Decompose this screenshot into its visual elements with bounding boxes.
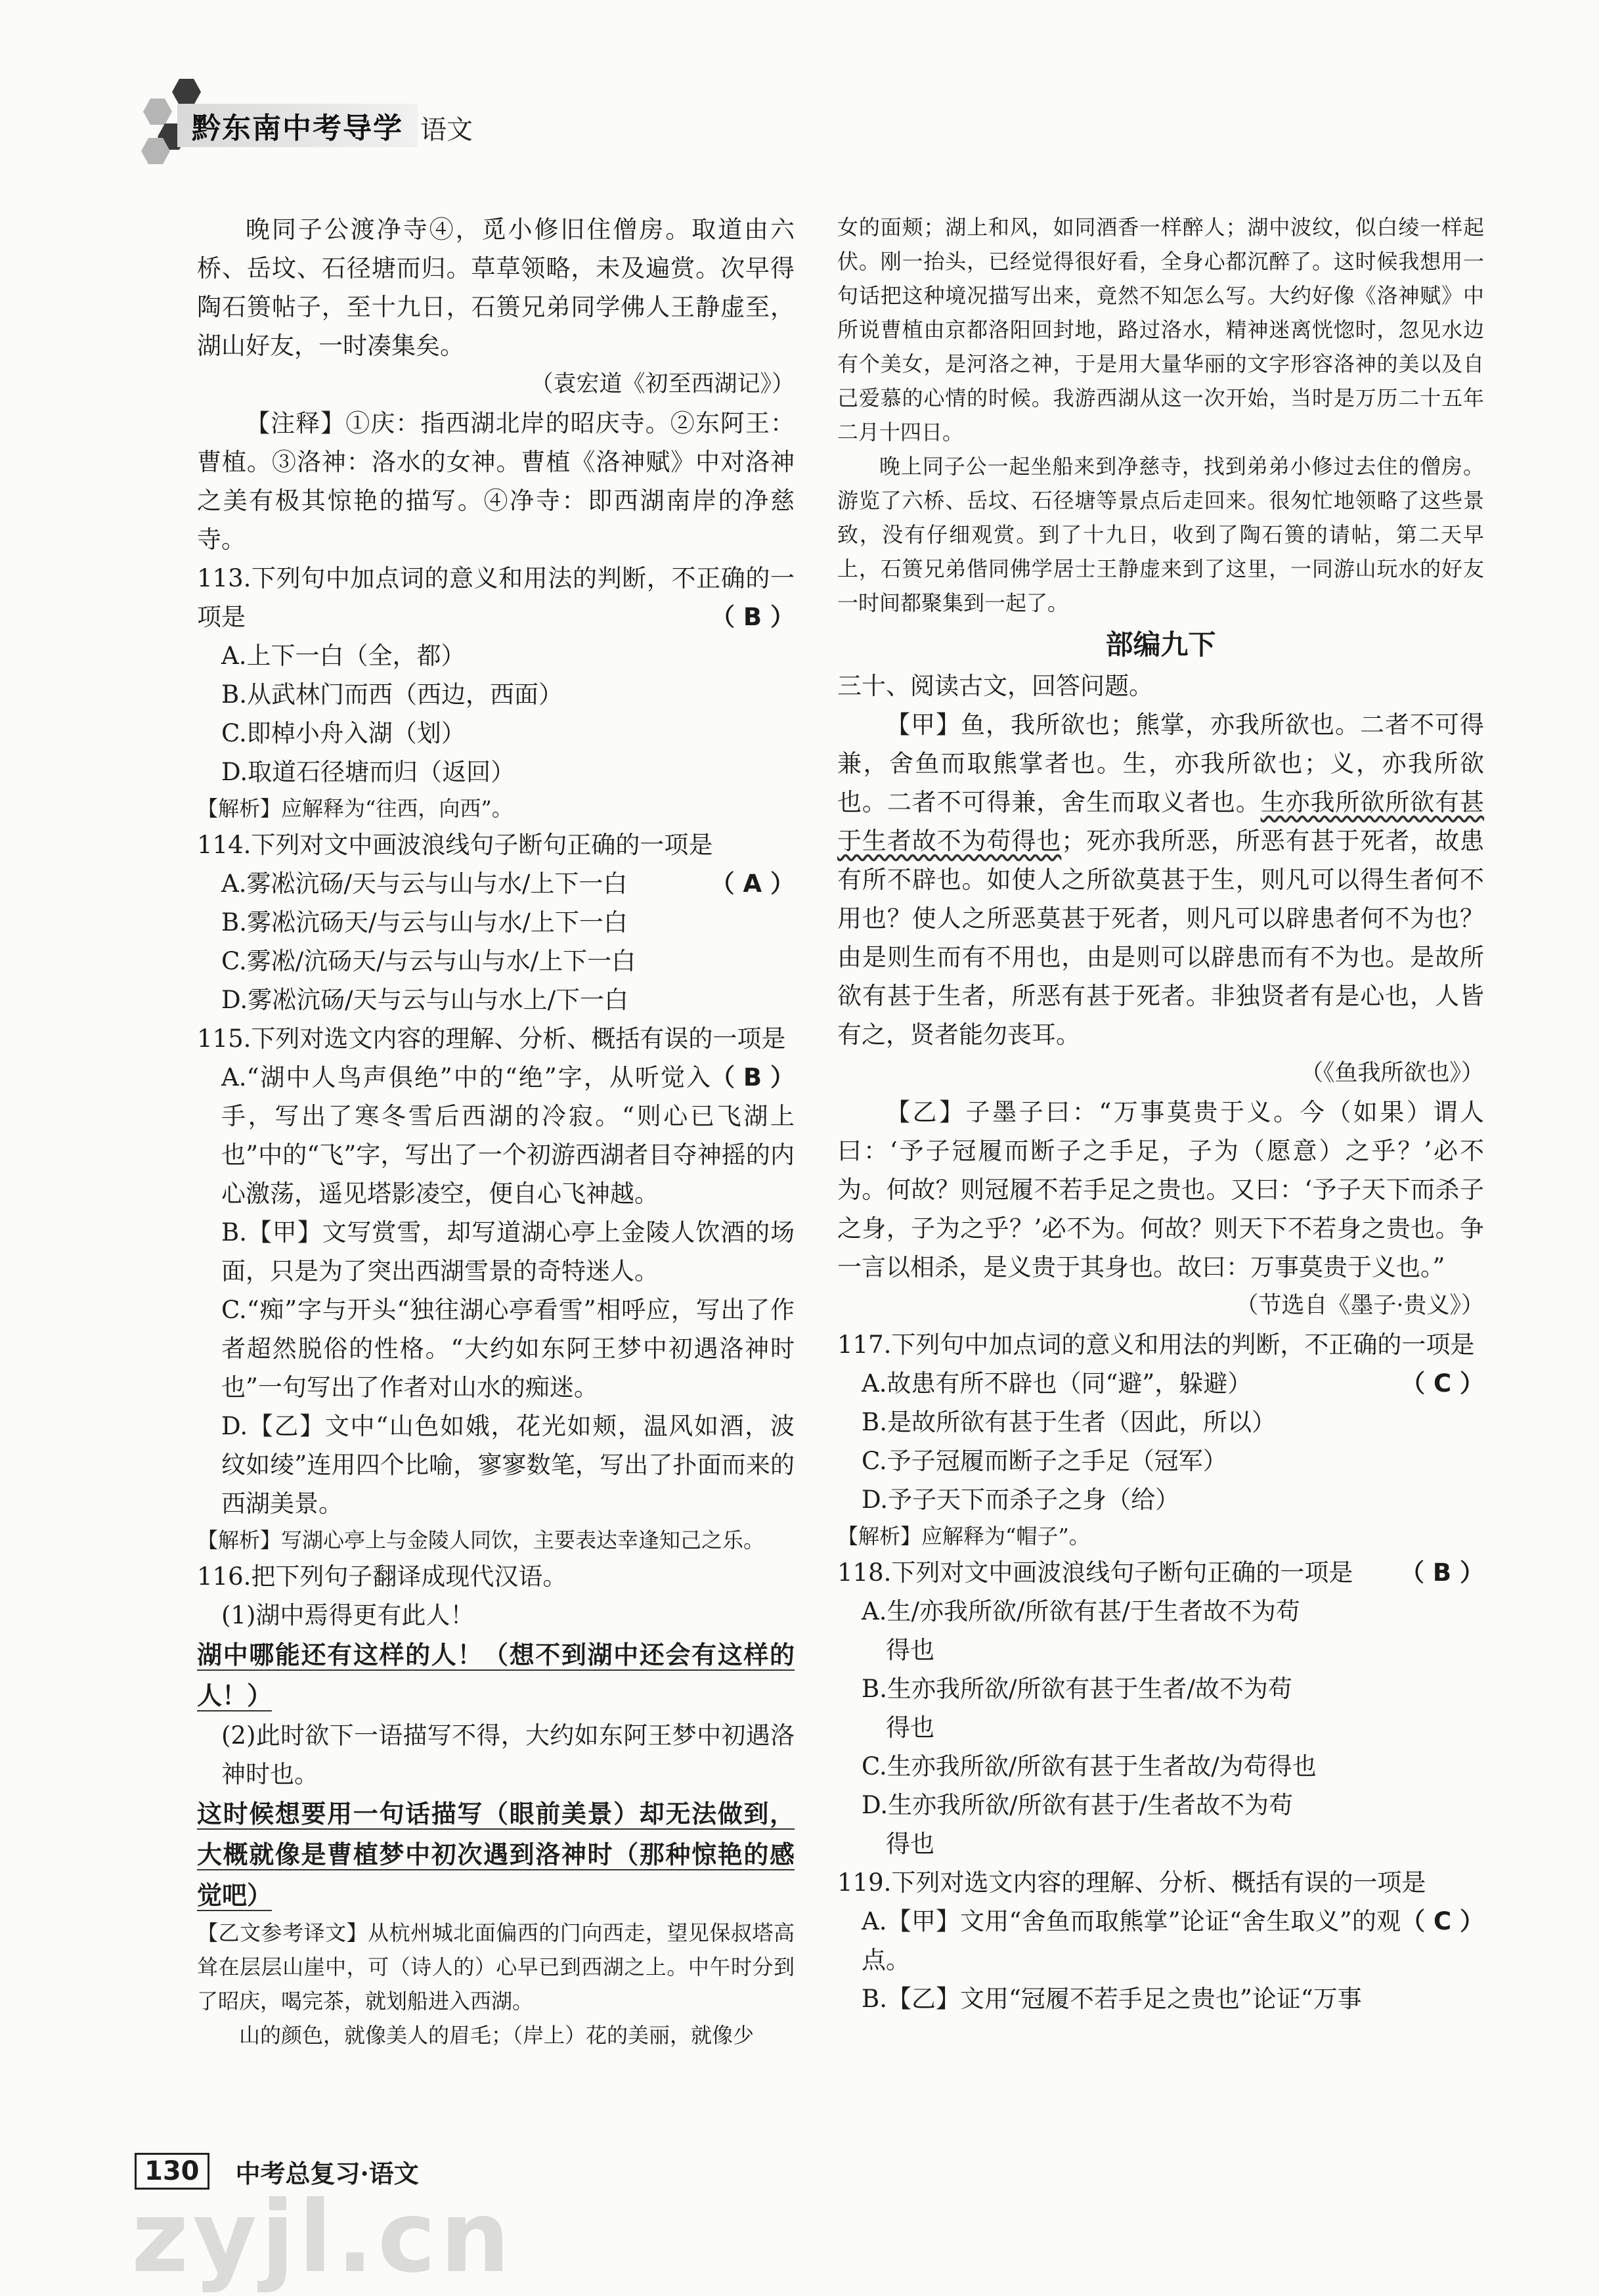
analysis-115: 【解析】写湖心亭上与金陵人同饮，主要表达幸逢知己之乐。	[197, 1528, 765, 1553]
option-cont: 得也	[886, 1713, 934, 1742]
option: A.故患有所不辟也（同“避”，躲避）	[862, 1369, 1252, 1398]
page-number: 130	[135, 2153, 209, 2190]
question-117: 117.下列句中加点词的意义和用法的判断，不正确的一项是 （ C ）	[837, 1325, 1484, 1364]
passage-source: （节选自《墨子·贵义》）	[1235, 1292, 1484, 1319]
option: C.雾凇/沆砀天/与云与山与水/上下一白	[221, 947, 636, 975]
reference-translation-cont: 晚上同子公一起坐船来到净慈寺，找到弟弟小修过去住的僧房。游览了六桥、岳坟、石径塘等景点后走回来。很匆忙地领略了这些景致，没有仔细观赏。到了十九日，收到了陶石篑的请帖，第二天早上，石篑兄弟偕同佛学居士王静虚来到了这里，一同游山玩水的好友一时间都聚集到一起了。	[837, 454, 1484, 615]
analysis-117: 【解析】应解释为“帽子”。	[837, 1524, 1090, 1549]
option: D.生亦我所欲/所欲有甚于/生者故不为苟	[862, 1791, 1294, 1819]
option: C.生亦我所欲/所欲有甚于生者故/为苟得也	[862, 1752, 1317, 1780]
option: A.“湖中人鸟声俱绝”中的“绝”字，从听觉入手，写出了寒冬雪后西湖的冷寂。“则心已飞湖上也”中的“飞”字，写出了一个初游西湖者目夺神摇的内心激荡，遥见塔影凌空，便自心飞神越。	[221, 1063, 795, 1208]
task-heading: 三十、阅读古文，回答问题。	[837, 672, 1153, 700]
option: B.【甲】文写赏雪，却写道湖心亭上金陵人饮酒的场面，只是为了突出西湖雪景的奇特迷人。	[221, 1218, 795, 1285]
answer-115: （ B ）	[711, 1063, 795, 1092]
option-cont: 得也	[886, 1830, 934, 1858]
option: B.雾凇沆砀天/与云与山与水/上下一白	[221, 908, 628, 937]
subject-label: 语文	[420, 115, 473, 145]
right-column	[837, 210, 1484, 2018]
option: D.雾凇沆砀/天与云与山与水上/下一白	[221, 986, 629, 1014]
question-115: 115.下列对选文内容的理解、分析、概括有误的一项是 （ B ）	[197, 1019, 795, 1058]
answer-114: （ A ）	[710, 870, 795, 898]
option-cont: 得也	[886, 1636, 934, 1664]
section-heading: 部编九下	[1105, 629, 1216, 661]
option: D.【乙】文中“山色如娥，花光如颊，温风如酒，波纹如绫”连用四个比喻，寥寥数笔，写出了扑面而来的西湖美景。	[221, 1412, 795, 1518]
header-brand-bar	[177, 104, 418, 147]
option: C.即棹小舟入湖（划）	[221, 719, 466, 747]
handwritten-answer-2: 这时候想要用一句话描写（眼前美景）却无法做到，大概就像是曹植梦中初次遇到洛神时（那种惊艳的感觉吧）	[197, 1799, 795, 1910]
header-hex-icon	[172, 79, 201, 105]
answer-119: （ C ）	[1401, 1907, 1484, 1935]
answer-118: （ B ）	[1400, 1558, 1484, 1587]
reference-translation: 【乙文参考译文】从杭州城北面偏西的门向西走，望见保叔塔高耸在层层山崖中，可（诗人的）心早已到西湖之上。中午时分到了昭庆，喝完茶，就划船进入西湖。	[197, 1920, 795, 2014]
option: A.生/亦我所欲/所欲有甚/于生者故不为苟	[862, 1597, 1300, 1625]
option: C.予子冠履而断子之手足（冠军）	[862, 1447, 1227, 1475]
option: B.生亦我所欲/所欲有甚于生者/故不为苟	[862, 1675, 1292, 1703]
sentence-2: (2)此时欲下一语描写不得，大约如东阿王梦中初遇洛神时也。	[221, 1721, 795, 1788]
series-title: 中考总复习·语文	[235, 2158, 419, 2188]
option: C.“痴”字与开头“独往湖心亭看雪”相呼应，写出了作者超然脱俗的性格。“大约如东阿王梦中初遇洛神时也”一句写出了作者对山水的痴迷。	[221, 1296, 795, 1402]
option: A.上下一白（全，都）	[221, 642, 466, 670]
sentence-1: (1)湖中焉得更有此人！	[221, 1601, 475, 1629]
question-114: 114.下列对文中画波浪线句子断句正确的一项是 （ A ）	[197, 826, 795, 864]
brand-title: 黔东南中考导学	[192, 112, 403, 145]
passage-jia: 【甲】鱼，我所欲也；熊掌，亦我所欲也。二者不可得兼，舍鱼而取熊掌者也。生，亦我所欲也；义，亦我所欲也。二者不可得兼，舍生而取义者也。生亦我所欲所欲有甚于生者故不为苟得也；死亦我所恶，所恶有甚于死者，故患有所不辟也。如使人之所欲莫甚于生，则凡可以得生者何不用也？使人之所恶莫甚于死者，则凡可以辟患者何不为也？由是则生而有不用也，由是则可以辟患而有不为也。是故所欲有甚于生者，所恶有甚于死者。非独贤者有是心也，人皆有之，贤者能勿丧耳。	[837, 711, 1485, 1049]
reference-translation-cont: 女的面颊；湖上和风，如同酒香一样醉人；湖中波纹，似白绫一样起伏。刚一抬头，已经觉得很好看，全身心都沉醉了。这时候我想用一句话把这种境况描写出来，竟然不知怎么写。大约好像《洛神赋》中所说曹植由京都洛阳回封地，路过洛水，精神迷离恍惚时，忽见水边有个美女，是河洛之神，于是用大量华丽的文字形容洛神的美以及自己爱慕的心情的时候。我游西湖从这一次开始，当时是万历二十五年二月十四日。	[837, 215, 1484, 445]
watermark: zyjl.cn	[131, 2180, 514, 2295]
question-118: 118.下列对文中画波浪线句子断句正确的一项是 （ B ）	[837, 1553, 1484, 1592]
notes: 【注释】①庆：指西湖北岸的昭庆寺。②东阿王：曹植。③洛神：洛水的女神。曹植《洛神赋》中对洛神之美有极其惊艳的描写。④净寺：即西湖南岸的净慈寺。	[197, 409, 795, 554]
handwritten-answer-1: 湖中哪能还有这样的人！（想不到湖中还会有这样的人！）	[197, 1641, 795, 1710]
answer-113: （ B ）	[711, 603, 795, 631]
question-116: 116.把下列句子翻译成现代汉语。	[197, 1562, 567, 1591]
question-113: 113.下列句中加点词的意义和用法的判断，不正确的一项是 （ B ）	[197, 559, 795, 636]
answer-117: （ C ）	[1401, 1369, 1484, 1398]
passage-text: 晚同子公渡净寺④，觅小修旧住僧房。取道由六桥、岳坟、石径塘而归。草草领略，未及遍赏。次早得陶石篑帖子，至十九日，石篑兄弟同学佛人王静虚至，湖山好友，一时凑集矣。	[197, 215, 795, 360]
option: B.是故所欲有甚于生者（因此，所以）	[862, 1408, 1276, 1436]
option: B.【乙】文用“冠履不若手足之贵也”论证“万事	[862, 1985, 1362, 2013]
wavy-underlined-sentence: 生亦我所欲所欲有甚于生者故不为苟得也	[837, 788, 1485, 855]
passage-source: （《鱼我所欲也》）	[1300, 1060, 1484, 1086]
header-hex-icon	[143, 99, 172, 125]
option: A.【甲】文用“舍鱼而取熊掌”论证“舍生取义”的观点。	[862, 1907, 1401, 1974]
question-119: 119.下列对选文内容的理解、分析、概括有误的一项是 （ C ）	[837, 1863, 1484, 1902]
passage-yi: 【乙】子墨子曰：“万事莫贵于义。今（如果）谓人曰：‘予子冠履而断子之手足，子为（愿意）之乎？’必不为。何故？则冠履不若手足之贵也。又曰：‘予子天下而杀子之身，子为之乎？’必不为。何故？则天下不若身之贵也。争一言以相杀，是义贵于其身也。故曰：万事莫贵于义也。”	[837, 1098, 1484, 1281]
option: A.雾凇沆砀/天与云与山与水/上下一白	[221, 870, 628, 898]
passage-source: （袁宏道《初至西湖记》）	[530, 371, 795, 397]
left-column	[197, 210, 795, 2052]
reference-translation: 山的颜色，就像美人的眉毛；（岸上）花的美丽，就像少	[239, 2023, 755, 2048]
option: B.从武林门而西（西边，西面）	[221, 680, 563, 709]
analysis-113: 【解析】应解释为“往西，向西”。	[197, 796, 513, 821]
option: D.予子天下而杀子之身（给）	[862, 1486, 1180, 1514]
option: D.取道石径塘而归（返回）	[221, 758, 515, 786]
